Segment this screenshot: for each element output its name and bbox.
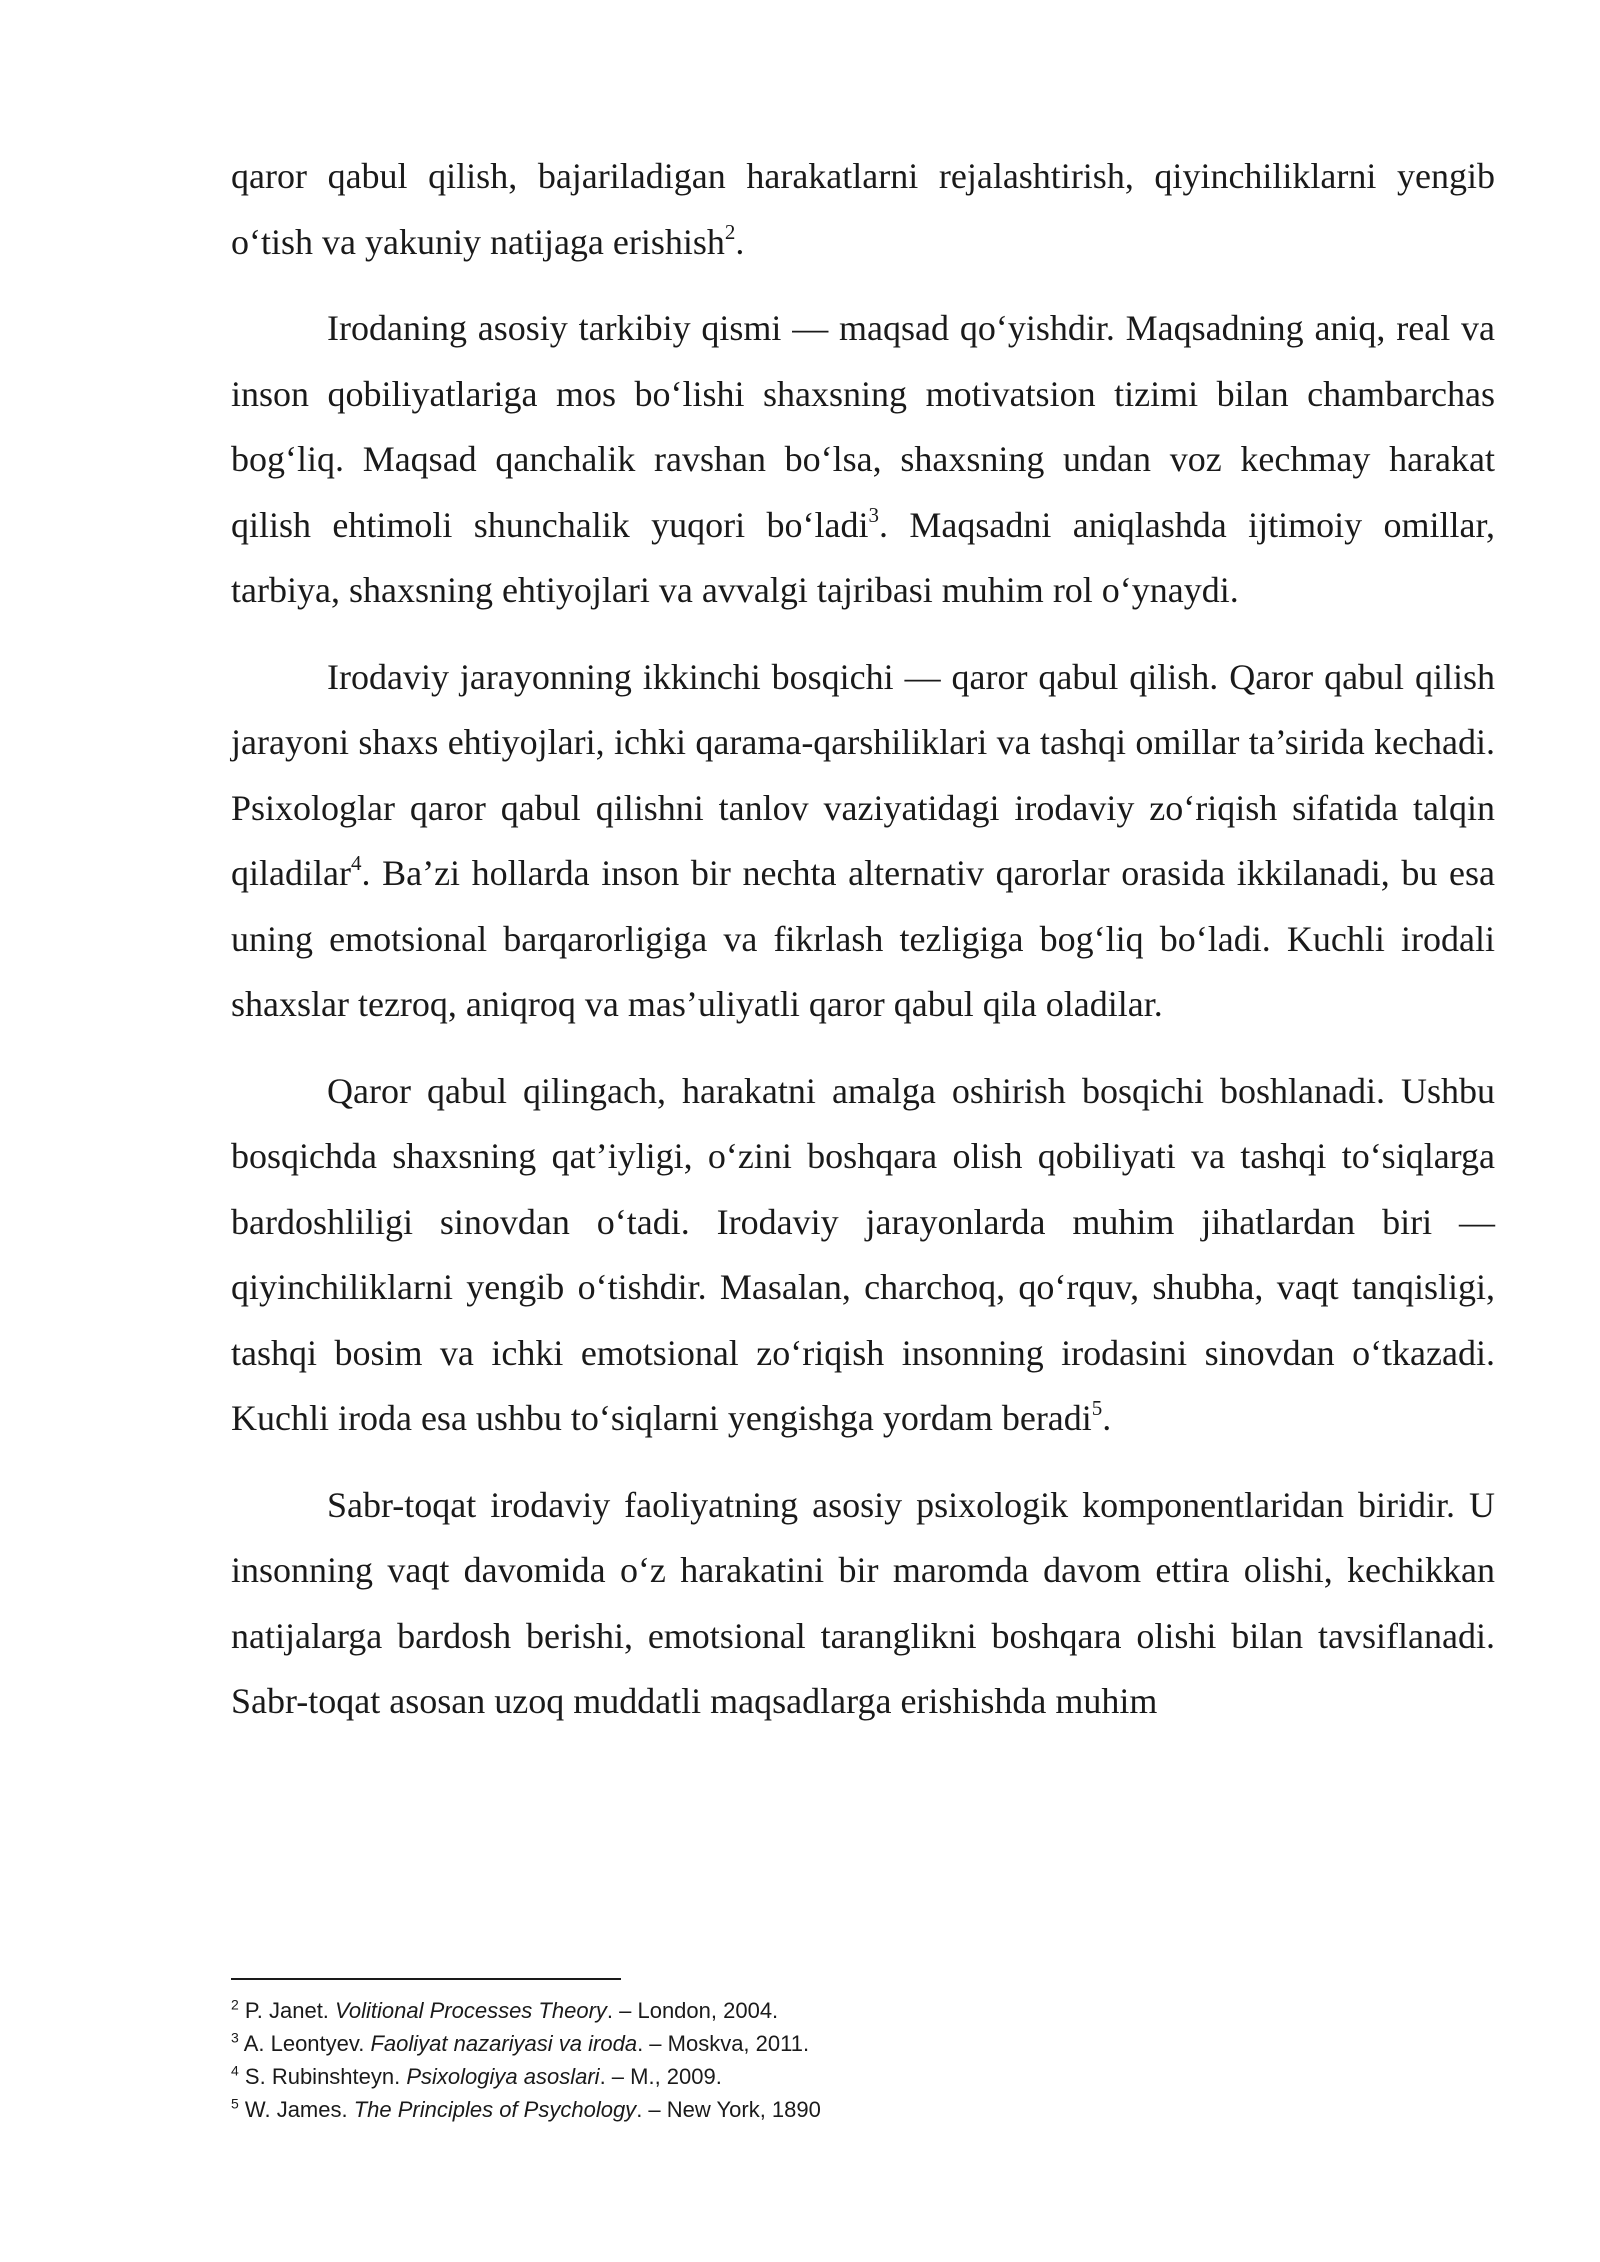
footnote-publication: . – M., 2009. — [599, 2064, 722, 2089]
paragraph-text: Qaror qabul qilingach, harakatni amalga oshirish bosqichi boshlanadi. Ushbu bosqichda shaxsning qat’iyligi, o‘zini boshqara olish qobiliyati va tashqi to‘siqlarga bardoshliligi sinovdan o‘tadi. Irodaviy jarayonlarda muhim jihatlardan biri — qiyinchiliklarni yengib o‘tishdir. Masalan, charchoq, qo‘rquv, shubha, vaqt tanqisligi, tashqi bosim va ichki emotsional zo‘riqish insonning irodasini sinovdan o‘tkazadi. Kuchli iroda esa ushbu to‘siqlarni yengishga yordam beradi — [231, 1070, 1495, 1438]
body-text — [231, 144, 1495, 1735]
paragraph-text: Sabr-toqat irodaviy faoliyatning asosiy psixologik komponentlaridan biridir. U insonning vaqt davomida o‘z harakatini bir maromda davom ettira olishi, kechikkan natijalarga bardosh berishi, emotsional taranglikni boshqara olishi bilan tavsiflanadi. Sabr-toqat asosan uzoq muddatli maqsadlarga erishishda muhim — [231, 1484, 1495, 1721]
footnote-publication: . – Moskva, 2011. — [637, 2031, 810, 2056]
paragraph-3 — [231, 645, 1495, 1038]
footnote-2 — [231, 1994, 1495, 2027]
footnote-4 — [231, 2060, 1495, 2093]
paragraph-2 — [231, 296, 1495, 624]
footnote-ref-4[interactable]: 4 — [350, 851, 362, 875]
footnote-number: 4 — [231, 2062, 239, 2079]
footnote-title: The Principles of Psychology — [353, 2097, 637, 2122]
footnotes — [231, 1978, 1495, 2126]
footnote-title: Faoliyat nazariyasi va iroda — [370, 2031, 638, 2056]
paragraph-text: Irodaviy jarayonning ikkinchi bosqichi — qaror qabul qilish. Qaror qabul qilish jarayoni shaxs ehtiyojlari, ichki qarama-qarshiliklari va tashqi omillar ta’sirida kechadi. Psixologlar qaror qabul qilishni tanlov vaziyatidagi irodaviy zo‘riqish sifatida talqin qiladilar — [231, 656, 1495, 893]
footnote-ref-5[interactable]: 5 — [1091, 1396, 1103, 1420]
paragraph-text: . Ba’zi hollarda inson bir nechta alternativ qarorlar orasida ikkilanadi, bu esa uning emotsional barqarorligiga va fikrlash tezligiga bog‘liq bo‘ladi. Kuchli irodali shaxslar tezroq, aniqroq va mas’uliyatli qaror qabul qila oladilar. — [231, 853, 1495, 1024]
paragraph-text: . Maqsadni aniqlashda ijtimoiy omillar, tarbiya, shaxsning ehtiyojlari va avvalgi tajribasi muhim rol o‘ynaydi. — [231, 504, 1495, 610]
footnote-title: Volitional Processes Theory — [335, 1998, 607, 2023]
paragraph-text: . — [735, 221, 745, 262]
footnote-title: Psixologiya asoslari — [406, 2064, 600, 2089]
footnote-ref-2[interactable]: 2 — [724, 219, 736, 244]
footnote-5 — [231, 2093, 1495, 2126]
footnote-author: W. James. — [244, 2097, 354, 2122]
paragraph-text: qaror qabul qilish, bajariladigan harakatlarni rejalashtirish, qiyinchiliklarni yengib o‘tish va yakuniy natijaga erishish — [231, 156, 1495, 262]
footnote-ref-3[interactable]: 3 — [868, 502, 879, 527]
paragraph-4 — [231, 1059, 1495, 1452]
document-page — [231, 144, 1495, 1756]
footnote-number: 5 — [231, 2095, 239, 2112]
footnote-publication: . – New York, 1890 — [636, 2097, 821, 2122]
footnote-number: 3 — [231, 2029, 239, 2046]
footnote-number: 2 — [231, 1996, 239, 2013]
paragraph-5 — [231, 1473, 1495, 1735]
footnote-author: S. Rubinshteyn. — [244, 2064, 407, 2089]
footnote-3 — [231, 2027, 1495, 2060]
footnote-separator — [231, 1978, 621, 1980]
footnote-author: A. Leontyev. — [243, 2031, 371, 2056]
footnote-author: P. Janet. — [244, 1998, 336, 2023]
footnote-publication: . – London, 2004. — [606, 1998, 779, 2023]
paragraph-1 — [231, 144, 1495, 275]
paragraph-text: Irodaning asosiy tarkibiy qismi — maqsad qo‘yishdir. Maqsadning aniq, real va inson qobiliyatlariga mos bo‘lishi shaxsning motivatsion tizimi bilan chambarchas bog‘liq. Maqsad qanchalik ravshan bo‘lsa, shaxsning undan voz kechmay harakat qilish ehtimoli shunchalik yuqori bo‘ladi — [231, 308, 1495, 545]
paragraph-text: . — [1102, 1398, 1112, 1438]
